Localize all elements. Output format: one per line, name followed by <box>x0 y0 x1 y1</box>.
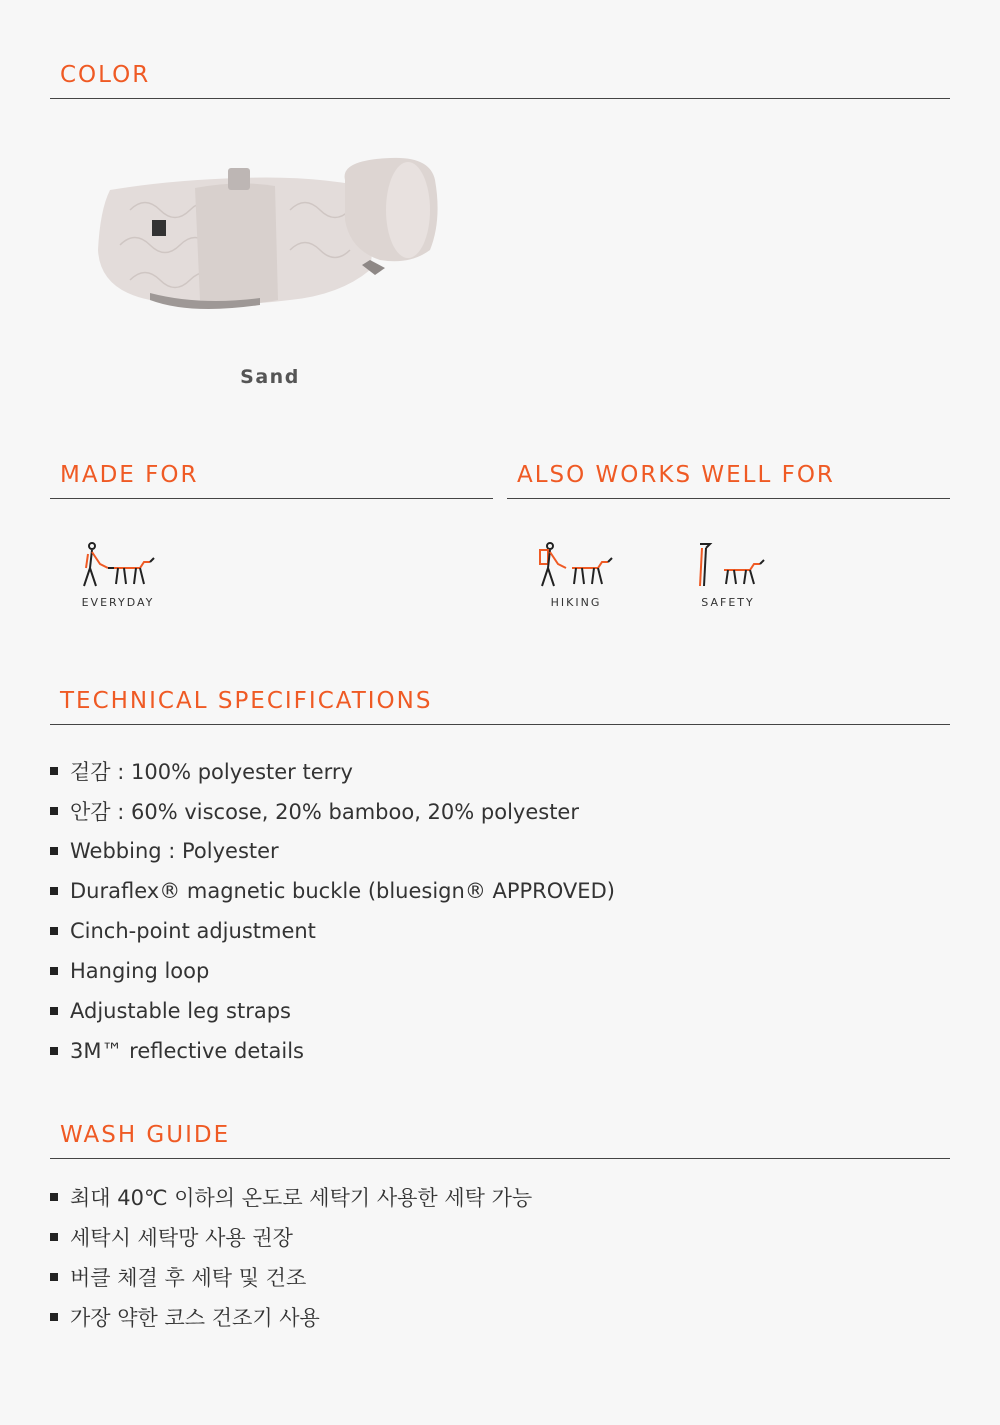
list-item <box>50 831 615 871</box>
spec-text: Duraflex® magnetic buckle (bluesign® APPROVED) <box>70 879 615 903</box>
list-item <box>50 871 615 911</box>
wash-text: 버클 체결 후 세탁 및 건조 <box>70 1266 307 1290</box>
list-item <box>50 1297 532 1337</box>
spec-text: Hanging loop <box>70 959 210 983</box>
spec-text: 안감 : 60% viscose, 20% bamboo, 20% polyester <box>70 800 579 824</box>
list-item <box>50 911 615 951</box>
spec-text: Cinch-point adjustment <box>70 919 316 943</box>
tech-specs-heading: TECHNICAL SPECIFICATIONS <box>60 688 433 714</box>
spec-text: Adjustable leg straps <box>70 999 291 1023</box>
bullet-icon <box>50 1273 58 1281</box>
bullet-icon <box>50 1047 58 1055</box>
bullet-icon <box>50 1007 58 1015</box>
made-for-divider <box>50 498 493 499</box>
bullet-icon <box>50 807 58 815</box>
color-heading: COLOR <box>60 62 151 88</box>
wash-guide-heading: WASH GUIDE <box>60 1122 231 1148</box>
wash-text: 세탁시 세탁망 사용 권장 <box>70 1226 293 1250</box>
list-item <box>50 1031 615 1071</box>
safety-icon <box>688 540 768 590</box>
tech-specs-divider <box>50 724 950 725</box>
color-divider <box>50 98 950 99</box>
list-item <box>50 791 615 831</box>
list-item <box>50 1257 532 1297</box>
wash-text: 가장 약한 코스 건조기 사용 <box>70 1306 320 1330</box>
wash-guide-divider <box>50 1158 950 1159</box>
spec-text: Webbing : Polyester <box>70 839 279 863</box>
activity-label-safety: SAFETY <box>701 596 755 609</box>
bullet-icon <box>50 887 58 895</box>
wash-guide-list <box>50 1177 532 1337</box>
activity-safety <box>663 540 793 609</box>
list-item <box>50 1177 532 1217</box>
swatch-label-sand[interactable]: Sand <box>240 366 300 388</box>
spec-text: 3M™ reflective details <box>70 1039 304 1063</box>
bullet-icon <box>50 1233 58 1241</box>
list-item <box>50 991 615 1031</box>
made-for-heading: MADE FOR <box>60 462 199 488</box>
hiking-icon <box>536 540 616 590</box>
everyday-icon <box>78 540 158 590</box>
also-works-divider <box>507 498 950 499</box>
list-item <box>50 1217 532 1257</box>
bullet-icon <box>50 1313 58 1321</box>
activity-hiking <box>511 540 641 609</box>
bullet-icon <box>50 967 58 975</box>
bullet-icon <box>50 767 58 775</box>
activity-label-hiking: HIKING <box>550 596 602 609</box>
list-item <box>50 951 615 991</box>
tech-specs-list <box>50 751 615 1071</box>
bullet-icon <box>50 1193 58 1201</box>
bullet-icon <box>50 927 58 935</box>
bullet-icon <box>50 847 58 855</box>
also-works-heading: ALSO WORKS WELL FOR <box>517 462 835 488</box>
dog-coat-image[interactable] <box>90 150 450 330</box>
wash-text: 최대 40℃ 이하의 온도로 세탁기 사용한 세탁 가능 <box>70 1186 533 1210</box>
spec-text: 겉감 : 100% polyester terry <box>70 760 353 784</box>
list-item <box>50 751 615 791</box>
activity-label-everyday: EVERYDAY <box>81 596 155 609</box>
activity-everyday <box>53 540 183 609</box>
